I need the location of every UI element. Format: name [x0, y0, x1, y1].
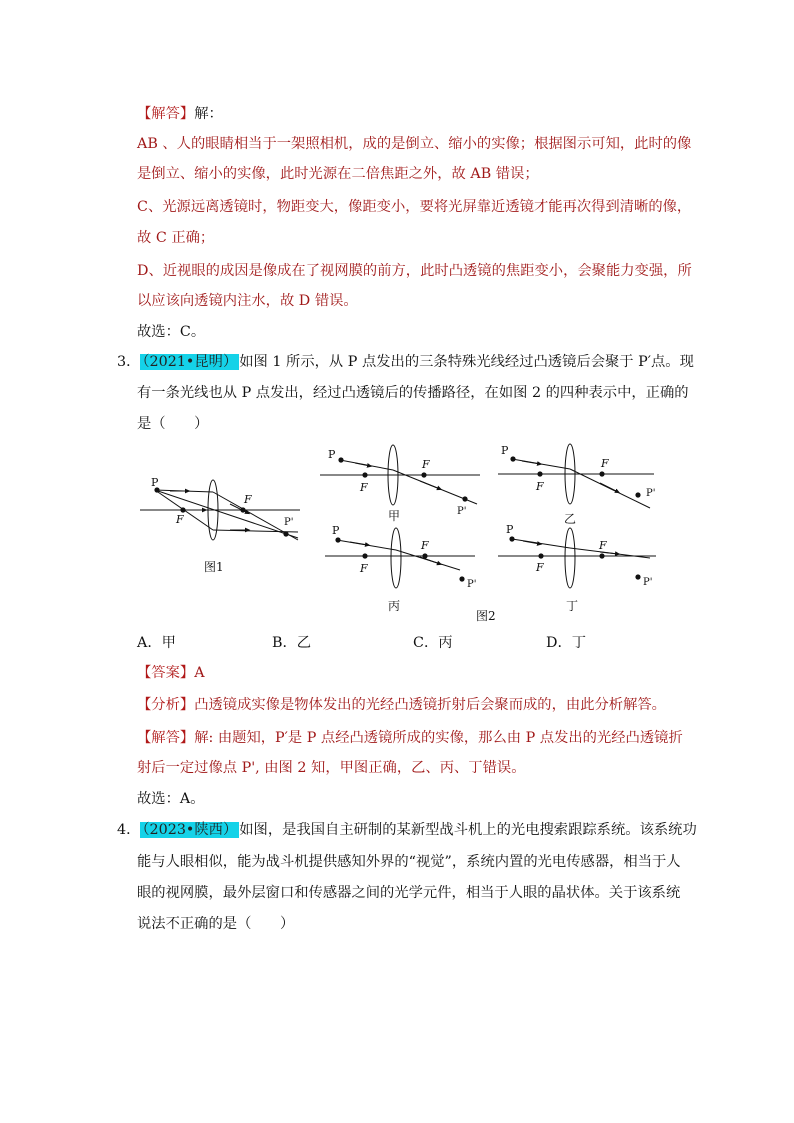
option-b: B．乙 — [272, 635, 312, 651]
jia-label-f-right: F — [422, 458, 430, 471]
bing-label-p: P — [332, 524, 340, 537]
yi-label-f-right: F — [601, 457, 609, 470]
panel-jia — [320, 445, 480, 505]
analysis-line — [137, 695, 666, 715]
jia-label-p: P — [328, 448, 336, 461]
jia-caption: 甲 — [388, 509, 401, 523]
yi-label-p: P — [501, 444, 509, 457]
question-3-stem-text-1: 如图 1 所示，从 P 点发出的三条特殊光线经过凸透镜后会聚于 P′点。现 — [239, 354, 694, 370]
solution-line-2: 是倒立、缩小的实像，此时光源在二倍焦距之外，故 AB 错误； — [137, 166, 539, 182]
ding-caption: 丁 — [566, 599, 579, 613]
fig1-label-pimg: P' — [284, 517, 294, 528]
question-4-stem-line-3: 眼的视网膜，最外层窗口和传感器之间的光学元件，相当于人眼的晶状体。关于该系统 — [137, 885, 681, 901]
q3-solution-text-1: 解: 由题知，P′是 P 点经凸透镜所成的实像，那么由 P 点发出的光经凸透镜折 — [194, 730, 683, 746]
panel-yi — [498, 444, 654, 508]
ding-label-f-left: F — [536, 561, 544, 574]
solution-line-5: D、近视眼的成因是像成在了视网膜的前方，此时凸透镜的焦距变小，会聚能力变强，所 — [137, 263, 692, 279]
option-c: C．丙 — [413, 635, 453, 651]
ding-label-p: P — [506, 523, 514, 536]
question-4-stem-line-4: 说法不正确的是（ ） — [137, 916, 295, 932]
q3-solution-line-2: 射后一定过像点 P', 由图 2 知，甲图正确，乙、丙、丁错误。 — [137, 760, 526, 776]
analysis-text: 凸透镜成实像是物体发出的光经凸透镜折射后会聚而成的，由此分析解答。 — [194, 697, 666, 713]
answer-value: A — [194, 665, 205, 681]
yi-label-f-left: F — [536, 480, 544, 493]
question-4-stem-line-1 — [117, 820, 697, 840]
panel-ding — [498, 528, 656, 588]
question-3-stem-line-1 — [117, 352, 694, 372]
panel-bing — [325, 528, 475, 588]
solution-line-4: 故 C 正确； — [137, 230, 215, 246]
bing-label-pimg: P' — [467, 579, 477, 590]
answer-line — [137, 663, 205, 683]
jia-label-f-left: F — [360, 481, 368, 494]
bing-label-f-left: F — [360, 562, 368, 575]
question-3-number: 3． — [117, 354, 141, 370]
solution-line-1: AB 、人的眼睛相当于一架照相机，成的是倒立、缩小的实像；根据图示可知，此时的像 — [137, 136, 692, 152]
question-3-stem-line-2: 有一条光线也从 P 点发出，经过凸透镜后的传播路径，在如图 2 的四种表示中，正确的 — [137, 385, 689, 401]
solution-lead: 解： — [194, 106, 223, 122]
solution-line-3: C、光源远离透镜时，物距变大，像距变小，要将光屏靠近透镜才能再次得到清晰的像， — [137, 199, 692, 215]
question-3-source-badge: （2021•昆明） — [142, 354, 238, 370]
figure-1 — [140, 480, 300, 540]
answer-tag: 【答案】 — [137, 665, 195, 681]
ding-label-pimg: P' — [643, 577, 653, 588]
fig1-label-f-left: F — [176, 513, 184, 526]
question-4-source-badge: （2023•陕西） — [142, 822, 238, 838]
fig2-caption: 图2 — [476, 609, 496, 623]
analysis-tag: 【分析】 — [137, 697, 195, 713]
ding-label-f-right: F — [599, 539, 607, 552]
jia-label-pimg: P' — [457, 506, 467, 517]
option-d: D．丁 — [546, 635, 587, 651]
question-3-stem-line-3: 是（ ） — [137, 416, 209, 432]
q3-choice: 故选：A。 — [137, 791, 205, 807]
bing-caption: 丙 — [388, 599, 401, 613]
option-a: A．甲 — [137, 635, 176, 651]
fig1-caption: 图1 — [204, 560, 224, 574]
solution-header — [137, 104, 223, 124]
question-4-stem-line-2: 能与人眼相似，能为战斗机提供感知外界的“视觉”，系统内置的光电传感器，相当于人 — [137, 854, 681, 870]
yi-caption: 乙 — [564, 512, 577, 526]
solution-tag: 【解答】 — [137, 106, 195, 122]
fig1-label-p: P — [151, 476, 159, 489]
solution-line-6: 以应该向透镜内注水，故 D 错误。 — [137, 293, 358, 309]
yi-label-pimg: P' — [646, 488, 656, 499]
q3-solution-line-1 — [137, 728, 683, 748]
question-4-number: 4． — [117, 822, 141, 838]
fig1-label-f-right: F — [244, 493, 252, 506]
lens-diagrams — [130, 440, 670, 630]
question-4-stem-text-1: 如图，是我国自主研制的某新型战斗机上的光电搜索跟踪系统。该系统功 — [239, 822, 697, 838]
bing-label-f-right: F — [421, 539, 429, 552]
solution-choice: 故选：C。 — [137, 324, 206, 340]
q3-solution-tag: 【解答】 — [137, 730, 195, 746]
